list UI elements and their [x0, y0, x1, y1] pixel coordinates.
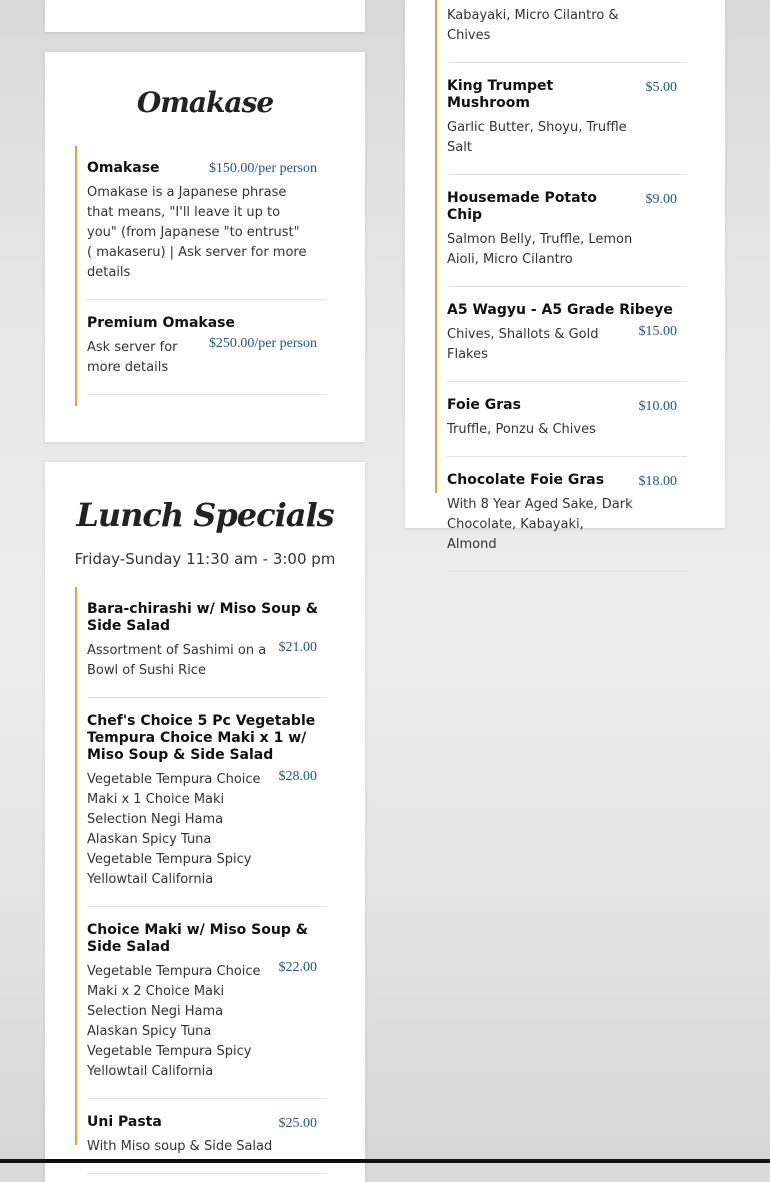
- item-name: Chef's Choice 5 Pc Vegetable Tempura Choice Maki x 1 w/ Miso Soup & Side Salad: [87, 713, 316, 763]
- item-price: $28.00: [278, 769, 317, 784]
- item-description: Assortment of Sashimi on a Bowl of Sushi Rice: [87, 643, 267, 678]
- item-description: With Miso soup & Side Salad: [87, 1139, 273, 1154]
- list-item: [447, 382, 687, 457]
- list-item: [87, 587, 327, 698]
- item-name: King Trumpet Mushroom: [447, 78, 554, 111]
- menu-card-previous: [45, 0, 365, 32]
- list-item: [447, 457, 687, 572]
- item-list-lunch: [75, 587, 327, 1154]
- item-name: Foie Gras: [447, 397, 521, 413]
- list-item: [87, 698, 327, 907]
- item-price: $21.00: [278, 640, 317, 655]
- item-name: Chocolate Foie Gras: [447, 472, 605, 488]
- item-description: Vegetable Tempura Choice Maki x 1 Choice Maki Selection Negi Hama Alaskan Spicy Tuna Vegetable Tempura Spicy Yellowtail California: [87, 772, 261, 887]
- item-price: $15.00: [638, 324, 677, 339]
- section-title-omakase: Omakase: [136, 86, 274, 119]
- item-description: Truffle, Ponzu & Chives: [447, 422, 596, 437]
- item-description: Kabayaki, Micro Cilantro & Chives: [447, 8, 619, 43]
- item-description: Chives, Shallots & Gold Flakes: [447, 327, 599, 362]
- item-description: Omakase is a Japanese phrase that means, "I'll leave it up to you" (from Japanese "to entrust" ( makaseru) | Ask server for more details: [87, 185, 307, 280]
- item-name: Housemade Potato Chip: [447, 190, 597, 223]
- list-item: [447, 63, 687, 175]
- section-title-lunch-specials: Lunch Specials: [76, 496, 334, 534]
- item-price: $250.00/per person: [208, 336, 317, 351]
- item-price: $18.00: [638, 474, 677, 489]
- list-item: [87, 146, 327, 300]
- menu-card-omakase: [45, 52, 365, 442]
- list-item: [87, 907, 327, 1099]
- item-description: Garlic Butter, Shoyu, Truffle Salt: [447, 120, 627, 155]
- item-price: $22.00: [278, 960, 317, 975]
- item-description: With 8 Year Aged Sake, Dark Chocolate, Kabayaki, Almond: [447, 497, 633, 552]
- item-description: Salmon Belly, Truffle, Lemon Aioli, Micro Cilantro: [447, 232, 633, 267]
- item-name: A5 Wagyu - A5 Grade Ribeye: [447, 302, 673, 318]
- item-description: Ask server for more details: [87, 340, 178, 375]
- item-name: Bara-chirashi w/ Miso Soup & Side Salad: [87, 601, 318, 634]
- item-description: Vegetable Tempura Choice Maki x 2 Choice Maki Selection Negi Hama Alaskan Spicy Tuna Vegetable Tempura Spicy Yellowtail California: [87, 964, 261, 1079]
- item-name: Uni Pasta: [87, 1114, 162, 1130]
- menu-card-lunch-specials: [45, 462, 365, 1182]
- item-price: $5.00: [645, 80, 677, 95]
- item-price: $10.00: [638, 399, 677, 414]
- menu-card-right: [405, 0, 725, 552]
- list-item: [447, 175, 687, 287]
- item-name: Premium Omakase: [87, 315, 235, 331]
- item-name: Choice Maki w/ Miso Soup & Side Salad: [87, 922, 308, 955]
- item-price: $9.00: [645, 192, 677, 207]
- list-item: [447, 287, 687, 382]
- list-item: [87, 300, 327, 395]
- bottom-bar: [0, 1159, 770, 1163]
- item-name: Omakase: [87, 160, 160, 176]
- list-item: [447, 0, 687, 63]
- item-price: $25.00: [278, 1116, 317, 1131]
- item-list-omakase: [75, 146, 327, 406]
- item-price: $150.00/per person: [208, 161, 317, 176]
- section-subtitle-hours: Friday-Sunday 11:30 am - 3:00 pm: [74, 550, 336, 568]
- item-list-right: [435, 0, 687, 552]
